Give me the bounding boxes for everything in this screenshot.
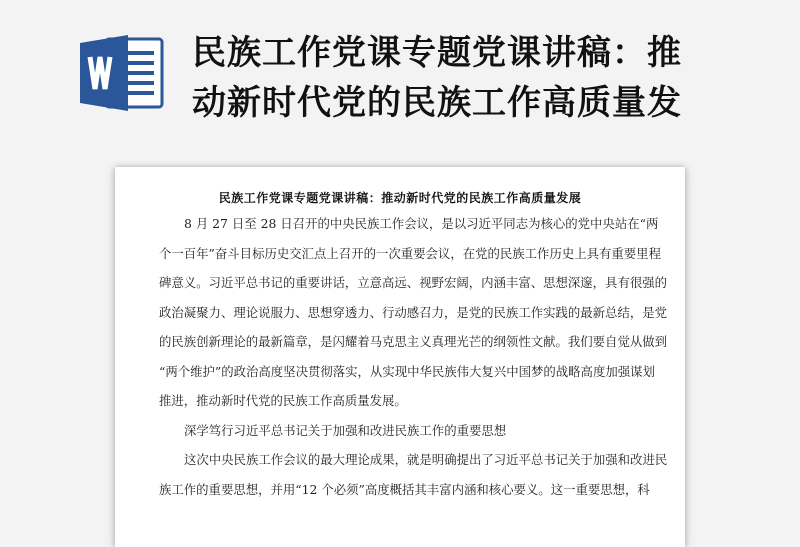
paragraph-line: 个一百年”奋斗目标历史交汇点上召开的一次重要会议，在党的民族工作历史上具有重要里程 bbox=[159, 245, 661, 261]
paragraph-line: 8 月 27 日至 28 日召开的中央民族工作会议，是以习近平同志为核心的党中央站在“两 bbox=[184, 216, 659, 231]
header-banner bbox=[0, 0, 800, 150]
title-line: 民族工作党课专题党课讲稿：推 bbox=[192, 33, 682, 73]
paragraph-line: 的民族创新理论的最新篇章，是闪耀着马克思主义真理光芒的纲领性文献。我们要自觉从做到 bbox=[159, 334, 668, 349]
word-icon bbox=[78, 33, 164, 113]
section-heading: 深学笃行习近平总书记关于加强和改进民族工作的重要思想 bbox=[184, 422, 507, 438]
paragraph-line: 推进，推动新时代党的民族工作高质量发展。 bbox=[159, 393, 407, 408]
paragraph-line: 这次中央民族工作会议的最大理论成果，就是明确提出了习近平总书记关于加强和改进民 bbox=[184, 452, 668, 467]
paragraph-line: 政治凝聚力、理论说服力、思想穿透力、行动感召力，是党的民族工作实践的最新总结，是党 bbox=[159, 304, 668, 320]
page-title bbox=[192, 28, 792, 128]
document-body bbox=[159, 209, 668, 504]
title-line: 动新时代党的民族工作高质量发 bbox=[192, 83, 682, 123]
paragraph-line: 族工作的重要思想，并用“12 个必须”高度概括其丰富内涵和核心要义。这一重要思想，科 bbox=[159, 481, 650, 497]
paragraph-line: 碑意义。习近平总书记的重要讲话，立意高远、视野宏阔，内涵丰富、思想深邃，具有很强的 bbox=[159, 275, 668, 290]
document-page bbox=[115, 167, 685, 547]
paragraph-line: “两个维护”的政治高度坚决贯彻落实，从实现中华民族伟大复兴中国梦的战略高度加强谋划 bbox=[159, 363, 655, 379]
document-title: 民族工作党课专题党课讲稿：推动新时代党的民族工作高质量发展 bbox=[218, 191, 582, 205]
